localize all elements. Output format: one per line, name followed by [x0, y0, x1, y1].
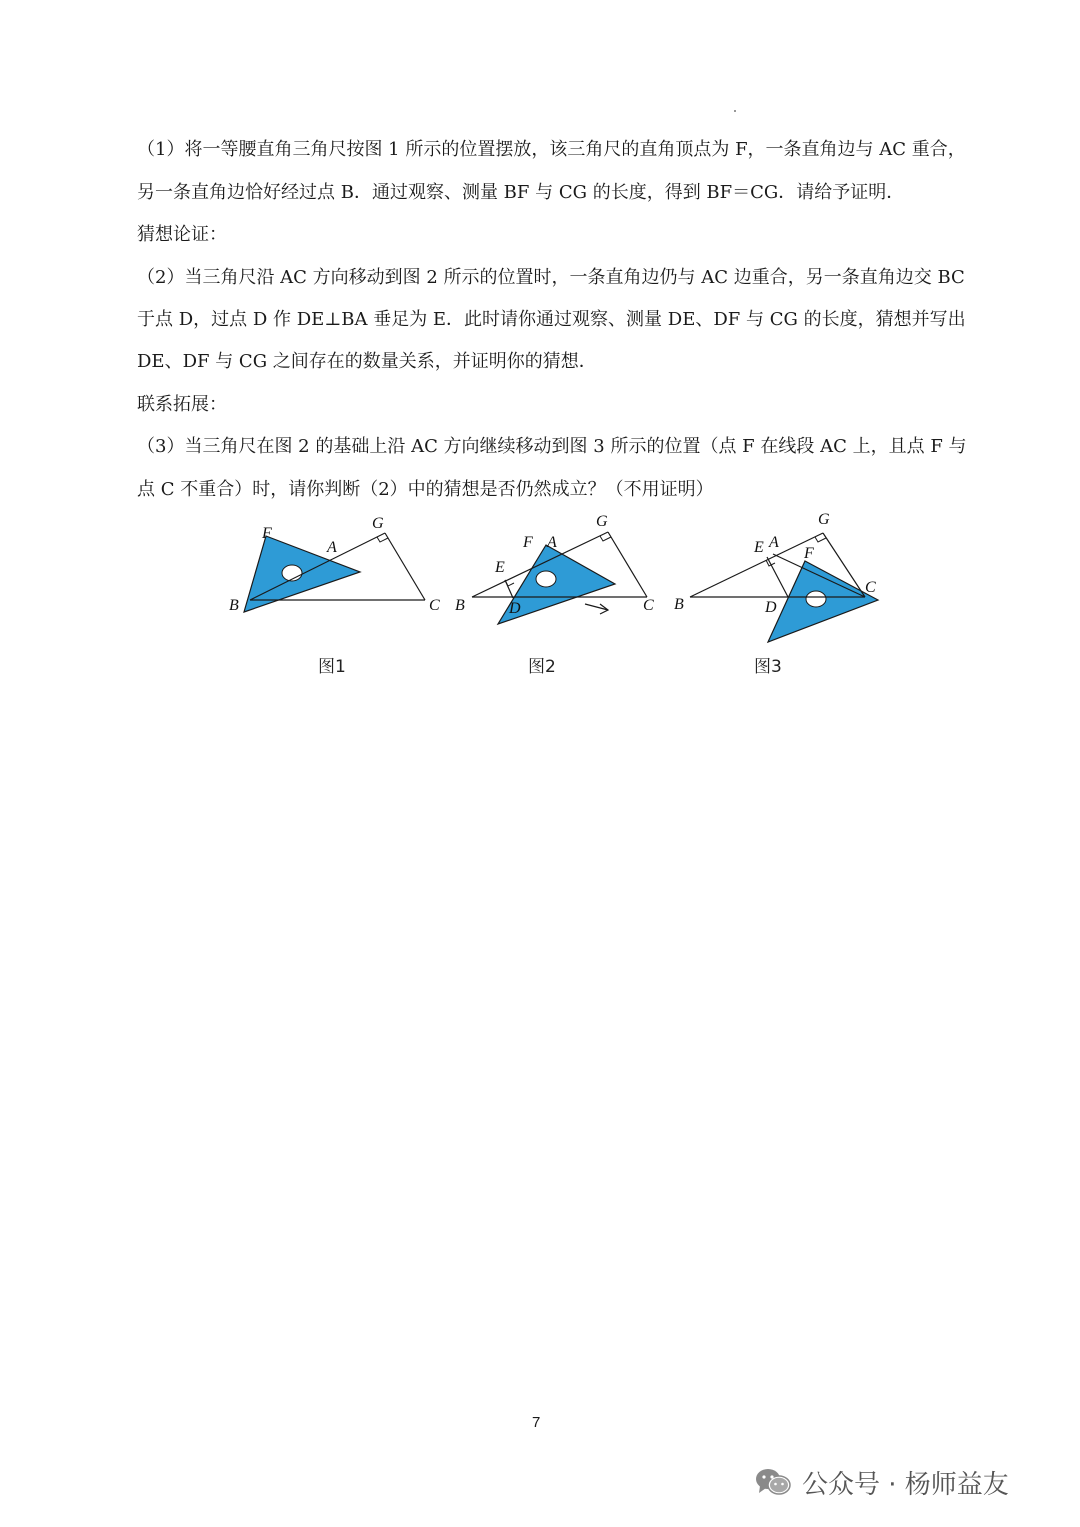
right-angle-mark [600, 536, 611, 541]
segment-gc [608, 532, 647, 597]
right-angle-mark [815, 537, 826, 542]
label-G: G [818, 511, 830, 528]
label-E: E [495, 559, 505, 576]
watermark [754, 1462, 1009, 1502]
label-F: F [804, 545, 814, 562]
section-heading: 猜想论证： [137, 224, 227, 245]
page-dot [734, 110, 736, 112]
label-E: E [754, 539, 764, 556]
label-C: C [865, 579, 876, 596]
label-G: G [372, 515, 384, 532]
label-D: D [509, 600, 521, 617]
figure-3-caption: 图3 [754, 657, 782, 677]
section-heading: 联系拓展： [137, 394, 227, 415]
label-F: F [523, 534, 533, 551]
segment-gc [385, 533, 425, 600]
label-D: D [765, 599, 777, 616]
label-G: G [596, 513, 608, 530]
text-line: （1）将一等腰直角三角尺按图 1 所示的位置摆放，该三角尺的直角顶点为 F，一条直角边与 AC 重合， [137, 139, 966, 160]
label-A: A [547, 534, 557, 551]
text-line: （3）当三角尺在图 2 的基础上沿 AC 方向继续移动到图 3 所示的位置（点 F 在线段 AC 上，且点 F 与 [137, 436, 967, 457]
right-angle-mark [377, 537, 388, 542]
segment-de [767, 557, 788, 597]
wechat-icon [754, 1466, 792, 1498]
ruler-hole [806, 591, 826, 607]
label-B: B [229, 597, 239, 614]
figure-2-diagram [450, 510, 680, 630]
page-number: 7 [532, 1414, 541, 1431]
label-C: C [429, 597, 440, 614]
text-line: 另一条直角边恰好经过点 B．通过观察、测量 BF 与 CG 的长度，得到 BF＝CG．请给予证明． [137, 182, 905, 203]
label-A: A [769, 534, 779, 551]
ruler-hole [536, 571, 556, 587]
text-line: DE、DF 与 CG 之间存在的数量关系，并证明你的猜想． [137, 351, 597, 372]
label-B: B [674, 596, 684, 613]
label-A: A [327, 539, 337, 556]
figure-1-caption: 图1 [318, 657, 346, 677]
figure-1-diagram [220, 510, 460, 630]
label-C: C [643, 597, 654, 614]
label-F: F [262, 525, 272, 542]
text-line: （2）当三角尺沿 AC 方向移动到图 2 所示的位置时，一条直角边仍与 AC 边重合，另一条直角边交 BC [137, 267, 965, 288]
figure-3-diagram [670, 505, 900, 645]
text-line: 于点 D，过点 D 作 DE⊥BA 垂足为 E．此时请你通过观察、测量 DE、DF 与 CG 的长度，猜想并写出 [137, 309, 966, 330]
label-B: B [455, 597, 465, 614]
watermark-text: 公众号 · 杨师益友 [802, 1469, 1009, 1500]
text-line: 点 C 不重合）时，请你判断（2）中的猜想是否仍然成立？（不用证明） [137, 479, 714, 500]
figure-2-caption: 图2 [528, 657, 556, 677]
